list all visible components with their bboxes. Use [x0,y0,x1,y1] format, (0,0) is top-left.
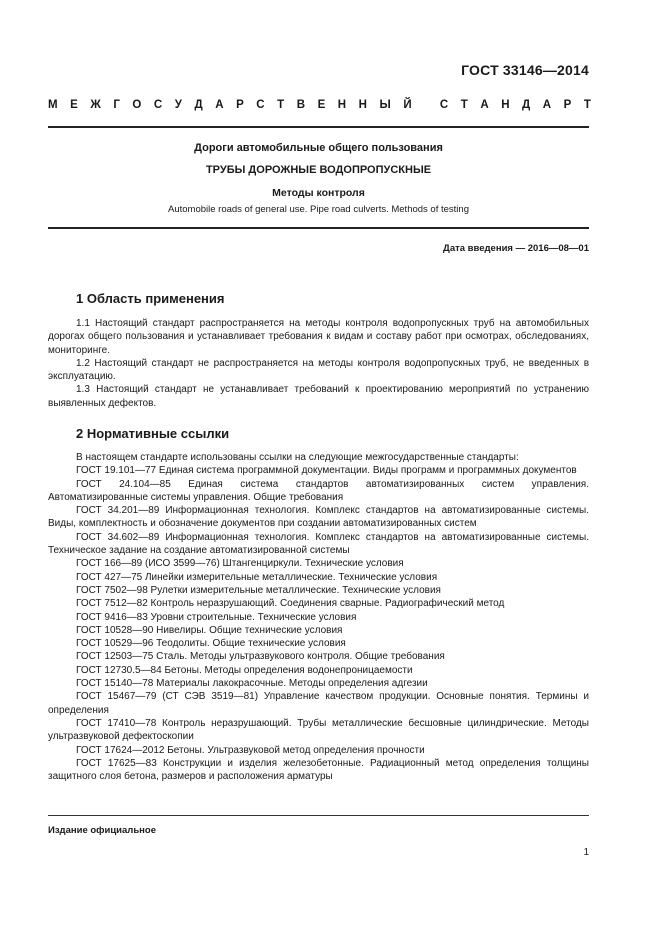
banner-letter: Н [358,99,367,111]
paragraph: 1.3 Настоящий стандарт не устанавливает требований к проектированию мероприятий по устранению выявленных дефектов. [48,384,589,409]
section-body [48,451,589,783]
reference-item: ГОСТ 17625—83 Конструкции и изделия железобетонные. Радиационный метод определения толщины защитного слоя бетона, размеров и расположения арматуры [48,757,589,783]
reference-item: ГОСТ 7502—98 Рулетки измерительные металлические. Технические условия [76,584,441,596]
banner-letter: Е [317,99,326,111]
banner-letter: Н [337,99,347,111]
banner-letter: Д [194,99,203,111]
banner-letter: Е [70,99,78,111]
banner-word-gap [424,99,427,111]
title-line-2: ТРУБЫ ДОРОЖНЫЕ ВОДОПРОПУСКНЫЕ [205,164,432,176]
reference-item: ГОСТ 17624—2012 Бетоны. Ультразвуковой метод определения прочности [76,744,425,756]
banner-letter: Д [522,99,531,111]
banner-letter: Т [277,99,285,111]
banner-letter: М [48,99,58,111]
banner-letter: Ы [379,99,391,111]
title-line-3: Методы контроля [272,187,365,199]
banner-letter: Р [236,99,244,111]
banner-letter: В [296,99,306,111]
reference-item: ГОСТ 15140—78 Материалы лакокрасочные. Методы определения адгезии [76,678,428,690]
title-rule [48,227,589,229]
section-title: 1 Область применения [76,291,225,306]
reference-item: ГОСТ 34.602—89 Информационная технология. Комплекс стандартов на автоматизированные системы. Техническое задание на создание автоматизированной системы [48,531,589,557]
reference-item: ГОСТ 12503—75 Сталь. Методы ультразвукового контроля. Общие требования [76,651,445,663]
standard-number: ГОСТ 33146—2014 [461,62,589,78]
reference-item: ГОСТ 34.201—89 Информационная технология. Комплекс стандартов на автоматизированные системы. Виды, комплектность и обозначение документов при создании автоматизированных систем [48,505,589,530]
title-line-1: Дороги автомобильные общего пользования [194,142,443,154]
paragraph: 1.1 Настоящий стандарт распространяется на методы контроля водопропускных труб на автомобильных дорогах общего пользования и устанавливает требования к видам и составу работ при осмотрах, обследованиях, мониторинге. [48,318,589,356]
header-rule [48,126,589,128]
banner-letter: А [542,99,552,111]
page-number: 1 [583,847,589,858]
section-title: 2 Нормативные ссылки [76,426,230,441]
reference-item: ГОСТ 10528—90 Нивелиры. Общие технические условия [76,624,343,636]
reference-item: ГОСТ 12730.5—84 Бетоны. Методы определения водонепроницаемости [76,664,413,676]
reference-item: ГОСТ 166—89 (ИСО 3599—76) Штангенциркули. Технические условия [76,558,404,570]
publication-note: Издание официальное [48,825,156,836]
banner-letter: Й [403,99,412,111]
banner-letter: Н [501,99,510,111]
paragraph: В настоящем стандарте использованы ссылки на следующие межгосударственные стандарты: [76,452,519,463]
reference-item: ГОСТ 15467—79 (СТ СЭВ 3519—81) Управление качеством продукции. Основные понятия. Термины и определения [48,691,589,716]
reference-item: ГОСТ 9416—83 Уровни строительные. Технические условия [76,611,357,623]
banner-letter: Ж [90,99,101,111]
banner-letter: Р [563,99,572,111]
reference-item: ГОСТ 19.101—77 Единая система программной документации. Виды программ и программных документов [76,465,577,477]
standard-type-banner [48,99,591,111]
footer-rule [48,815,589,816]
banner-letter: Г [113,99,120,111]
introduction-date: Дата введения — 2016—08—01 [443,243,589,254]
banner-letter: Т [583,99,591,111]
banner-letter: С [439,99,449,111]
section-body [48,317,589,410]
paragraph: 1.2 Настоящий стандарт не распространяется на методы контроля водопропускных труб, не введенных в эксплуатацию. [48,357,589,383]
banner-letter: С [153,99,163,111]
reference-item: ГОСТ 24.104—85 Единая система стандартов автоматизированных систем управления. Автоматизированные системы управления. Общие требования [48,478,589,503]
reference-item: ГОСТ 10529—96 Теодолиты. Общие технические условия [76,638,346,650]
banner-letter: А [480,99,489,111]
english-title: Automobile roads of general use. Pipe road culverts. Methods of testing [167,204,469,215]
banner-letter: С [256,99,265,111]
banner-letter: О [132,99,142,111]
banner-letter: У [174,99,182,111]
reference-item: ГОСТ 7512—82 Контроль неразрушающий. Соединения сварные. Радиографический метод [76,598,505,610]
reference-item: ГОСТ 427—75 Линейки измерительные металлические. Технические условия [76,571,438,583]
banner-letter: А [215,99,224,111]
banner-letter: Т [460,99,468,111]
reference-item: ГОСТ 17410—78 Контроль неразрушающий. Трубы металлические бесшовные цилиндрические. Методы ультразвуковой дефектоскопии [48,717,589,743]
